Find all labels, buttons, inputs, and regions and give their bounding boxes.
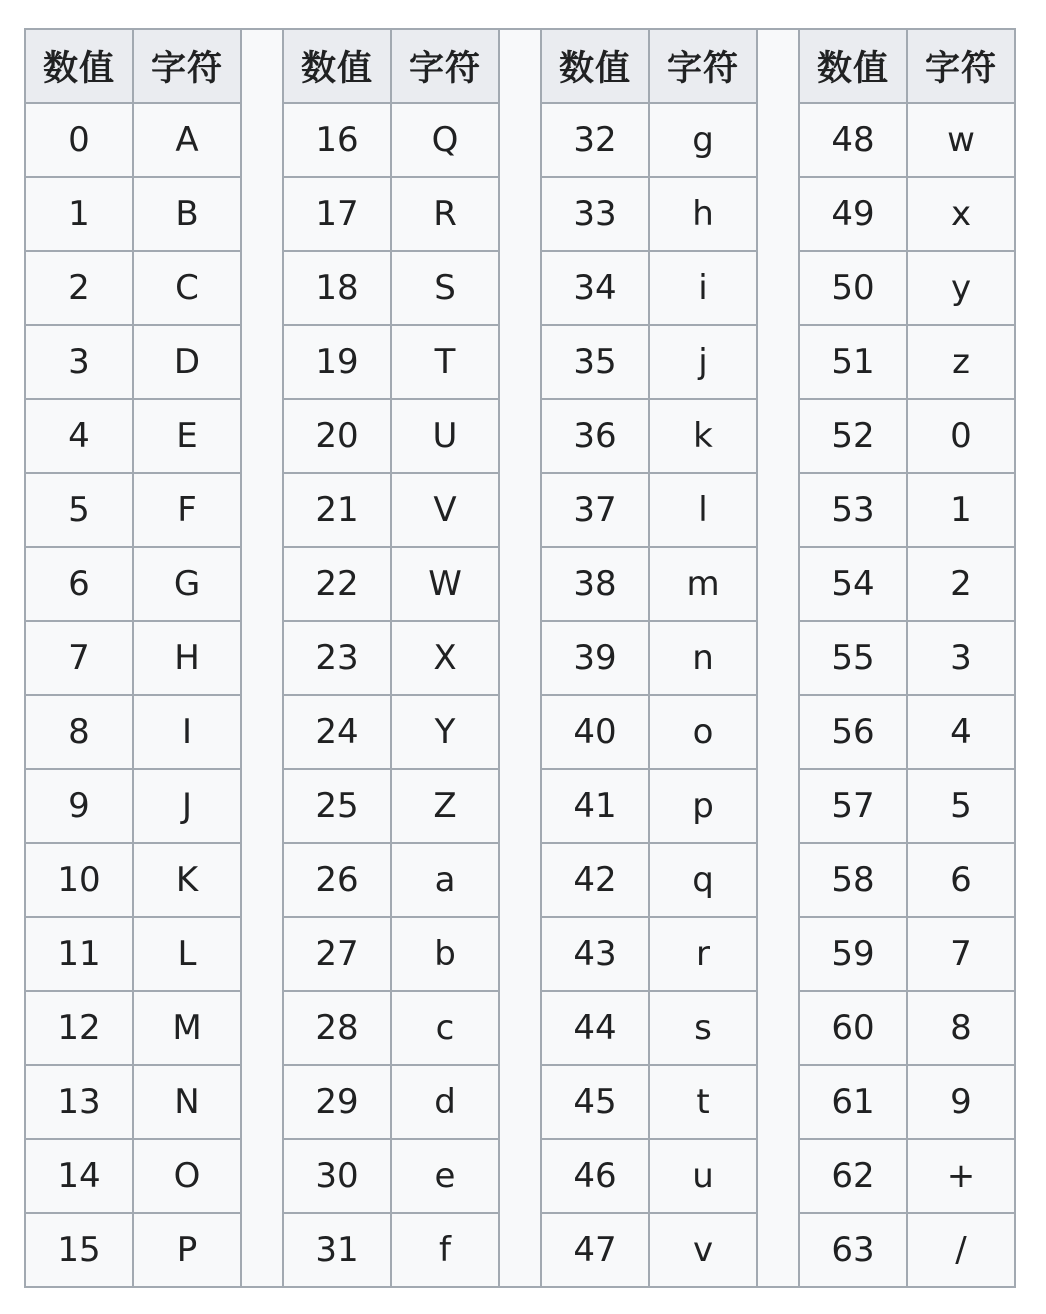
encoded-char-cell: p — [649, 769, 757, 843]
base64-index-table — [24, 28, 1016, 1288]
column-gap — [757, 473, 799, 547]
table-row — [25, 991, 1015, 1065]
encoded-char-cell: Z — [391, 769, 499, 843]
encoded-char-cell: K — [133, 843, 241, 917]
encoded-char-cell: L — [133, 917, 241, 991]
encoded-char-cell: + — [907, 1139, 1015, 1213]
encoded-char-cell: x — [907, 177, 1015, 251]
encoded-char-cell: z — [907, 325, 1015, 399]
column-gap — [241, 991, 283, 1065]
table-body — [25, 103, 1015, 1287]
encoded-char-cell: 8 — [907, 991, 1015, 1065]
index-value-cell: 51 — [799, 325, 907, 399]
column-gap — [499, 251, 541, 325]
index-value-cell: 18 — [283, 251, 391, 325]
column-gap — [757, 769, 799, 843]
encoded-char-cell: N — [133, 1065, 241, 1139]
column-gap — [499, 103, 541, 177]
index-value-cell: 59 — [799, 917, 907, 991]
column-gap — [499, 1065, 541, 1139]
table-row — [25, 1139, 1015, 1213]
table-row — [25, 473, 1015, 547]
index-value-cell: 35 — [541, 325, 649, 399]
table-row — [25, 103, 1015, 177]
index-value-cell: 25 — [283, 769, 391, 843]
table-row — [25, 1213, 1015, 1287]
encoded-char-cell: E — [133, 399, 241, 473]
column-gap — [241, 177, 283, 251]
encoded-char-cell: 6 — [907, 843, 1015, 917]
encoded-char-cell: r — [649, 917, 757, 991]
column-gap — [499, 917, 541, 991]
column-gap — [499, 695, 541, 769]
table-row — [25, 399, 1015, 473]
column-gap — [499, 1213, 541, 1287]
encoded-char-cell: d — [391, 1065, 499, 1139]
encoded-char-cell: f — [391, 1213, 499, 1287]
index-value-cell: 28 — [283, 991, 391, 1065]
encoded-char-cell: v — [649, 1213, 757, 1287]
encoded-char-cell: 5 — [907, 769, 1015, 843]
encoded-char-cell: j — [649, 325, 757, 399]
column-gap — [241, 843, 283, 917]
index-value-cell: 32 — [541, 103, 649, 177]
encoded-char-cell: T — [391, 325, 499, 399]
index-value-cell: 40 — [541, 695, 649, 769]
encoded-char-cell: D — [133, 325, 241, 399]
column-gap — [499, 1139, 541, 1213]
column-gap — [241, 769, 283, 843]
encoded-char-cell: S — [391, 251, 499, 325]
index-value-cell: 6 — [25, 547, 133, 621]
encoded-char-cell: B — [133, 177, 241, 251]
index-value-cell: 4 — [25, 399, 133, 473]
encoded-char-cell: O — [133, 1139, 241, 1213]
table-row — [25, 177, 1015, 251]
index-value-cell: 42 — [541, 843, 649, 917]
column-gap — [499, 29, 541, 103]
column-gap — [499, 547, 541, 621]
index-value-cell: 49 — [799, 177, 907, 251]
index-value-cell: 0 — [25, 103, 133, 177]
index-value-cell: 29 — [283, 1065, 391, 1139]
index-value-cell: 24 — [283, 695, 391, 769]
index-value-cell: 15 — [25, 1213, 133, 1287]
index-value-cell: 45 — [541, 1065, 649, 1139]
index-value-cell: 13 — [25, 1065, 133, 1139]
header-value: 数值 — [25, 29, 133, 103]
encoded-char-cell: i — [649, 251, 757, 325]
index-value-cell: 63 — [799, 1213, 907, 1287]
encoded-char-cell: W — [391, 547, 499, 621]
encoded-char-cell: g — [649, 103, 757, 177]
encoded-char-cell: h — [649, 177, 757, 251]
index-value-cell: 31 — [283, 1213, 391, 1287]
encoded-char-cell: 0 — [907, 399, 1015, 473]
header-value: 数值 — [283, 29, 391, 103]
encoded-char-cell: C — [133, 251, 241, 325]
header-char: 字符 — [907, 29, 1015, 103]
index-value-cell: 48 — [799, 103, 907, 177]
column-gap — [757, 103, 799, 177]
column-gap — [499, 621, 541, 695]
index-value-cell: 43 — [541, 917, 649, 991]
encoded-char-cell: Q — [391, 103, 499, 177]
index-value-cell: 50 — [799, 251, 907, 325]
encoded-char-cell: s — [649, 991, 757, 1065]
encoded-char-cell: 9 — [907, 1065, 1015, 1139]
index-value-cell: 58 — [799, 843, 907, 917]
index-value-cell: 33 — [541, 177, 649, 251]
column-gap — [499, 769, 541, 843]
encoded-char-cell: J — [133, 769, 241, 843]
encoded-char-cell: U — [391, 399, 499, 473]
index-value-cell: 1 — [25, 177, 133, 251]
column-gap — [757, 1213, 799, 1287]
index-value-cell: 12 — [25, 991, 133, 1065]
encoded-char-cell: V — [391, 473, 499, 547]
column-gap — [241, 1139, 283, 1213]
encoded-char-cell: c — [391, 991, 499, 1065]
table-row — [25, 547, 1015, 621]
table-row — [25, 769, 1015, 843]
table-row — [25, 695, 1015, 769]
index-value-cell: 9 — [25, 769, 133, 843]
column-gap — [757, 29, 799, 103]
index-value-cell: 16 — [283, 103, 391, 177]
column-gap — [499, 399, 541, 473]
index-value-cell: 56 — [799, 695, 907, 769]
encoded-char-cell: I — [133, 695, 241, 769]
encoded-char-cell: n — [649, 621, 757, 695]
table-row — [25, 325, 1015, 399]
encoded-char-cell: e — [391, 1139, 499, 1213]
index-value-cell: 34 — [541, 251, 649, 325]
table-row — [25, 1065, 1015, 1139]
index-value-cell: 11 — [25, 917, 133, 991]
index-value-cell: 7 — [25, 621, 133, 695]
column-gap — [241, 695, 283, 769]
encoded-char-cell: P — [133, 1213, 241, 1287]
encoded-char-cell: w — [907, 103, 1015, 177]
column-gap — [757, 621, 799, 695]
encoded-char-cell: t — [649, 1065, 757, 1139]
column-gap — [757, 399, 799, 473]
encoded-char-cell: m — [649, 547, 757, 621]
column-gap — [241, 473, 283, 547]
column-gap — [499, 177, 541, 251]
encoded-char-cell: 1 — [907, 473, 1015, 547]
index-value-cell: 14 — [25, 1139, 133, 1213]
header-row — [25, 29, 1015, 103]
header-value: 数值 — [541, 29, 649, 103]
encoded-char-cell: R — [391, 177, 499, 251]
index-value-cell: 27 — [283, 917, 391, 991]
column-gap — [241, 547, 283, 621]
encoded-char-cell: 3 — [907, 621, 1015, 695]
column-gap — [241, 621, 283, 695]
encoded-char-cell: G — [133, 547, 241, 621]
index-value-cell: 37 — [541, 473, 649, 547]
column-gap — [241, 251, 283, 325]
column-gap — [241, 399, 283, 473]
index-value-cell: 39 — [541, 621, 649, 695]
encoded-char-cell: 4 — [907, 695, 1015, 769]
encoded-char-cell: o — [649, 695, 757, 769]
header-value: 数值 — [799, 29, 907, 103]
index-value-cell: 5 — [25, 473, 133, 547]
column-gap — [757, 325, 799, 399]
index-value-cell: 23 — [283, 621, 391, 695]
index-value-cell: 10 — [25, 843, 133, 917]
index-value-cell: 38 — [541, 547, 649, 621]
index-value-cell: 20 — [283, 399, 391, 473]
column-gap — [241, 1213, 283, 1287]
column-gap — [757, 991, 799, 1065]
index-value-cell: 61 — [799, 1065, 907, 1139]
encoded-char-cell: / — [907, 1213, 1015, 1287]
encoded-char-cell: Y — [391, 695, 499, 769]
table-row — [25, 917, 1015, 991]
column-gap — [241, 29, 283, 103]
table-row — [25, 251, 1015, 325]
column-gap — [757, 1065, 799, 1139]
index-value-cell: 8 — [25, 695, 133, 769]
column-gap — [757, 843, 799, 917]
encoded-char-cell: k — [649, 399, 757, 473]
encoded-char-cell: H — [133, 621, 241, 695]
header-char: 字符 — [391, 29, 499, 103]
index-value-cell: 17 — [283, 177, 391, 251]
header-char: 字符 — [133, 29, 241, 103]
encoded-char-cell: 7 — [907, 917, 1015, 991]
encoded-char-cell: F — [133, 473, 241, 547]
column-gap — [241, 1065, 283, 1139]
encoded-char-cell: y — [907, 251, 1015, 325]
column-gap — [757, 177, 799, 251]
table-row — [25, 621, 1015, 695]
index-value-cell: 19 — [283, 325, 391, 399]
index-value-cell: 47 — [541, 1213, 649, 1287]
column-gap — [757, 547, 799, 621]
column-gap — [499, 325, 541, 399]
header-char: 字符 — [649, 29, 757, 103]
index-value-cell: 3 — [25, 325, 133, 399]
index-value-cell: 2 — [25, 251, 133, 325]
index-value-cell: 60 — [799, 991, 907, 1065]
index-value-cell: 53 — [799, 473, 907, 547]
index-value-cell: 54 — [799, 547, 907, 621]
table-row — [25, 843, 1015, 917]
column-gap — [241, 917, 283, 991]
encoded-char-cell: q — [649, 843, 757, 917]
encoded-char-cell: 2 — [907, 547, 1015, 621]
column-gap — [757, 917, 799, 991]
index-value-cell: 57 — [799, 769, 907, 843]
encoded-char-cell: X — [391, 621, 499, 695]
encoded-char-cell: b — [391, 917, 499, 991]
column-gap — [499, 473, 541, 547]
encoded-char-cell: M — [133, 991, 241, 1065]
index-value-cell: 41 — [541, 769, 649, 843]
index-value-cell: 22 — [283, 547, 391, 621]
encoded-char-cell: a — [391, 843, 499, 917]
column-gap — [499, 843, 541, 917]
index-value-cell: 52 — [799, 399, 907, 473]
index-value-cell: 62 — [799, 1139, 907, 1213]
index-value-cell: 46 — [541, 1139, 649, 1213]
encoded-char-cell: u — [649, 1139, 757, 1213]
column-gap — [499, 991, 541, 1065]
column-gap — [241, 325, 283, 399]
column-gap — [757, 1139, 799, 1213]
column-gap — [757, 695, 799, 769]
encoded-char-cell: l — [649, 473, 757, 547]
index-value-cell: 55 — [799, 621, 907, 695]
index-value-cell: 44 — [541, 991, 649, 1065]
index-value-cell: 36 — [541, 399, 649, 473]
index-value-cell: 26 — [283, 843, 391, 917]
index-value-cell: 30 — [283, 1139, 391, 1213]
index-value-cell: 21 — [283, 473, 391, 547]
column-gap — [757, 251, 799, 325]
encoded-char-cell: A — [133, 103, 241, 177]
column-gap — [241, 103, 283, 177]
